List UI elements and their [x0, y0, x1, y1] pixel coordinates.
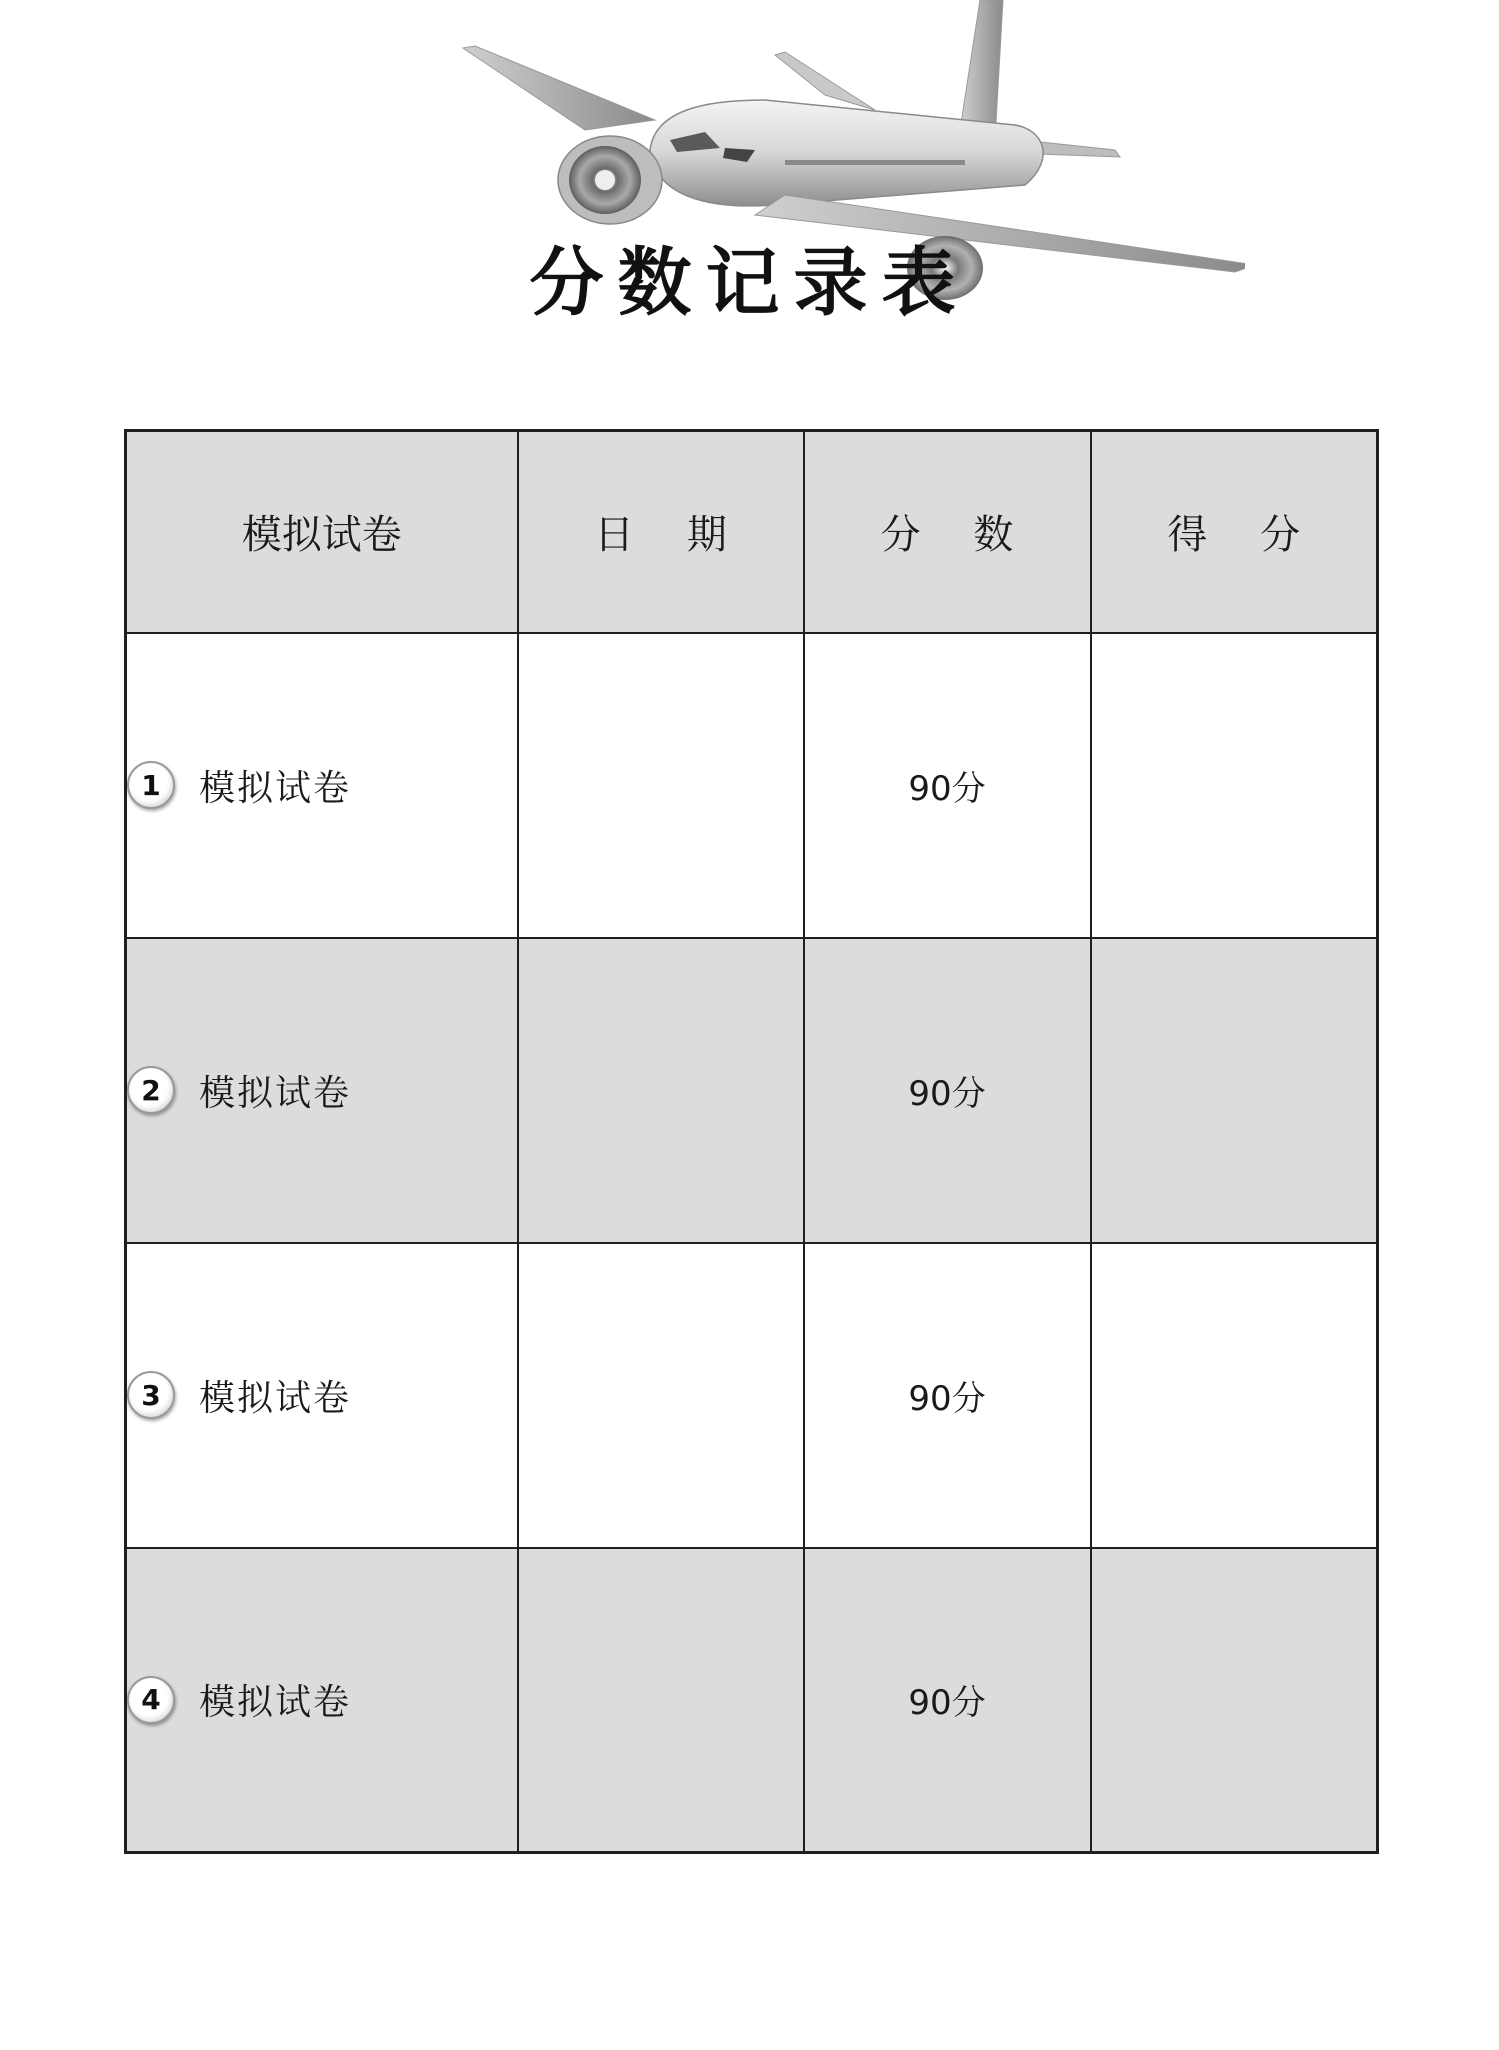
header-date: 日 期 [518, 431, 804, 633]
table-row [126, 1548, 1378, 1853]
earned-cell[interactable] [1091, 938, 1378, 1243]
paper-cell [126, 1548, 518, 1853]
earned-cell[interactable] [1091, 1548, 1378, 1853]
date-cell[interactable] [518, 633, 804, 938]
date-cell[interactable] [518, 938, 804, 1243]
score-cell: 90分 [804, 633, 1091, 938]
paper-label: 模拟试卷 [199, 1682, 352, 1724]
header-score: 分 数 [804, 431, 1091, 633]
header-earned: 得 分 [1091, 431, 1378, 633]
table-row [126, 938, 1378, 1243]
score-record-table [124, 429, 1379, 1854]
number-badge: 3 [127, 1371, 175, 1419]
earned-cell[interactable] [1091, 633, 1378, 938]
date-cell[interactable] [518, 1243, 804, 1548]
score-cell: 90分 [804, 938, 1091, 1243]
date-cell[interactable] [518, 1548, 804, 1853]
score-cell: 90分 [804, 1243, 1091, 1548]
paper-cell [126, 1243, 518, 1548]
table-row [126, 1243, 1378, 1548]
paper-cell [126, 938, 518, 1243]
paper-label: 模拟试卷 [199, 1377, 352, 1419]
header-paper: 模拟试卷 [126, 431, 518, 633]
paper-label: 模拟试卷 [199, 1072, 352, 1114]
score-cell: 90分 [804, 1548, 1091, 1853]
table-header-row [126, 431, 1378, 633]
earned-cell[interactable] [1091, 1243, 1378, 1548]
number-badge: 1 [127, 761, 175, 809]
paper-cell [126, 633, 518, 938]
page-title: 分数记录表 [529, 240, 970, 326]
table-row [126, 633, 1378, 938]
paper-label: 模拟试卷 [199, 767, 352, 809]
number-badge: 4 [127, 1676, 175, 1724]
number-badge: 2 [127, 1066, 175, 1114]
